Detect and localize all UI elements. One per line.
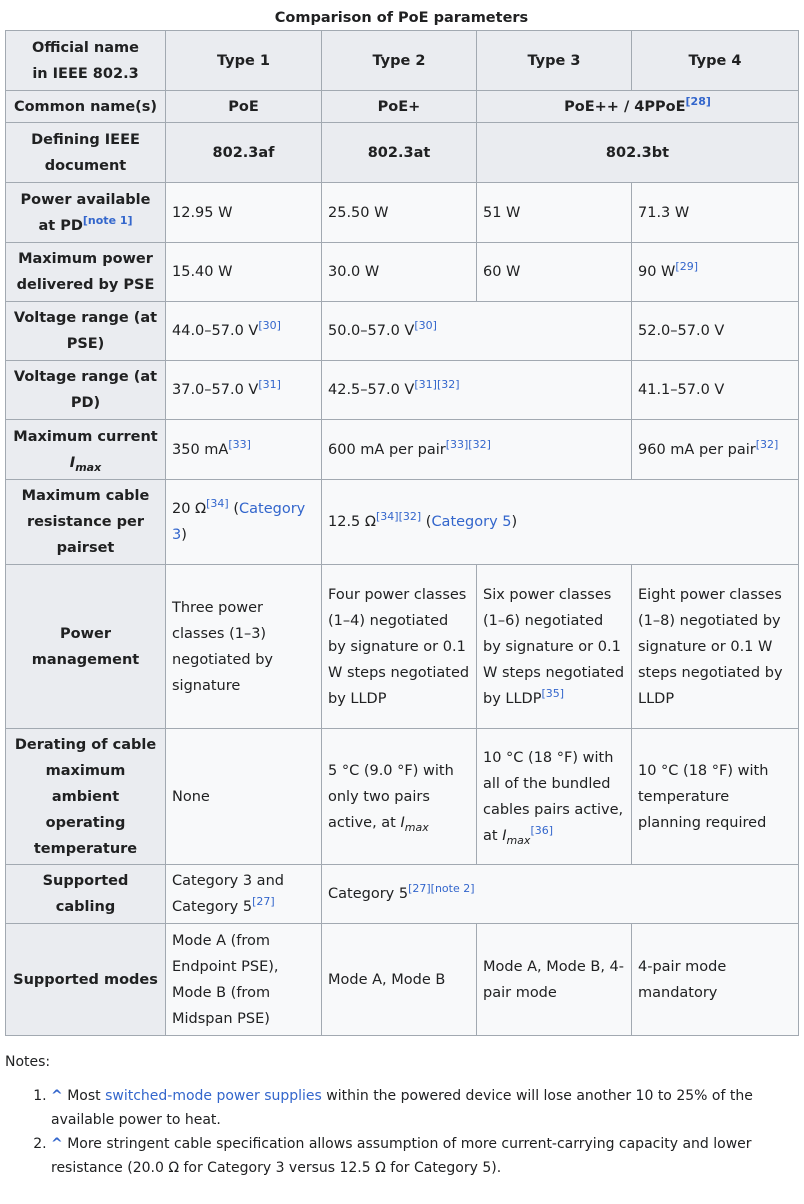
reference-link[interactable]: [29] <box>675 260 698 274</box>
row-header-ieee-document: Defining IEEE document <box>6 123 166 183</box>
col-header-type-4: Type 4 <box>632 31 799 91</box>
reference-link[interactable]: [34][32] <box>375 510 422 524</box>
table-row-common-names <box>6 91 799 123</box>
cell-power-pd-type-2: 25.50 W <box>322 183 477 243</box>
table-row-max-current <box>6 420 799 480</box>
reference-link[interactable]: [33] <box>228 437 251 451</box>
row-header-cable-resistance: Maximum cable resistance per pairset <box>6 480 166 565</box>
row-header-modes: Supported modes <box>6 924 166 1036</box>
cell-cable-resistance-type-2-4: 12.5 Ω[34][32] (Category 5) <box>322 480 799 565</box>
row-header-power-pd: Power available at PD[note 1] <box>6 183 166 243</box>
cell-power-management-type-3: Six power classes (1–6) negotiated by signature or 0.1 W steps negotiated by LLDP[35] <box>477 565 632 729</box>
cell-max-current-type-1: 350 mA[33] <box>166 420 322 480</box>
cell-voltage-pd-type-1: 37.0–57.0 V[31] <box>166 361 322 420</box>
cell-derating-type-3: 10 °C (18 °F) with all of the bundled cables pairs active, at $I_{max}[36]$ <box>477 729 632 865</box>
notes-title: Notes: <box>5 1054 51 1070</box>
cell-derating-type-4: 10 °C (18 °F) with temperature planning required <box>632 729 799 865</box>
row-header-official-name: Official name in IEEE 802.3 <box>6 31 166 91</box>
reference-link[interactable]: [36] <box>530 823 554 837</box>
reference-link[interactable]: [31] <box>258 378 281 392</box>
reference-link[interactable]: [30] <box>414 319 437 333</box>
cell-power-management-type-2: Four power classes (1–4) negotiated by signature or 0.1 W steps negotiated by LLDP <box>322 565 477 729</box>
cell-modes-type-3: Mode A, Mode B, 4-pair mode <box>477 924 632 1036</box>
table-row-power-management <box>6 565 799 729</box>
cell-voltage-pse-type-2-3: 50.0–57.0 V[30] <box>322 302 632 361</box>
notes-section <box>5 1054 798 1180</box>
cell-voltage-pd-type-4: 41.1–57.0 V <box>632 361 799 420</box>
cell-common-type-2: PoE+ <box>322 91 477 123</box>
row-header-voltage-pd: Voltage range (at PD) <box>6 361 166 420</box>
row-header-voltage-pse: Voltage range (at PSE) <box>6 302 166 361</box>
col-header-type-1: Type 1 <box>166 31 322 91</box>
cell-ieee-type-1: 802.3af <box>166 123 322 183</box>
reference-link[interactable]: [35] <box>541 686 565 700</box>
reference-link[interactable]: [27] <box>252 895 275 909</box>
cell-power-pse-type-3: 60 W <box>477 243 632 302</box>
note-item-2: 2. ^ More stringent cable specification allows assumption of more current-carrying capacity and lower resistance (20.0 Ω for Category 3 versus 12.5 Ω for Category 5). <box>51 1132 798 1180</box>
reference-link[interactable]: [28] <box>685 94 711 108</box>
table-row-voltage-pd <box>6 361 799 420</box>
cell-ieee-type-3-4: 802.3bt <box>477 123 799 183</box>
table-row-official-name <box>6 31 799 91</box>
cell-cable-resistance-type-1: 20 Ω[34] (Category 3) <box>166 480 322 565</box>
cell-cabling-type-2-4: Category 5[27][note 2] <box>322 865 799 924</box>
cell-power-pd-type-1: 12.95 W <box>166 183 322 243</box>
table-row-cabling <box>6 865 799 924</box>
cell-voltage-pd-type-2-3: 42.5–57.0 V[31][32] <box>322 361 632 420</box>
cell-modes-type-2: Mode A, Mode B <box>322 924 477 1036</box>
table-row-power-pd <box>6 183 799 243</box>
table-row-cable-resistance <box>6 480 799 565</box>
cell-modes-type-4: 4-pair mode mandatory <box>632 924 799 1036</box>
table-caption: Comparison of PoE parameters <box>274 10 529 26</box>
note-link[interactable]: [note 1] <box>82 213 133 227</box>
reference-link[interactable]: [32] <box>755 437 779 451</box>
cell-power-pse-type-4: 90 W[29] <box>632 243 799 302</box>
poe-comparison-table <box>5 30 799 1036</box>
reference-link[interactable]: [33][32] <box>445 437 491 451</box>
backlink-caret[interactable]: ^ <box>51 1088 63 1104</box>
cell-power-pse-type-2: 30.0 W <box>322 243 477 302</box>
reference-link[interactable]: [34] <box>206 497 229 511</box>
cell-derating-type-2: 5 °C (9.0 °F) with only two pairs active, at $I_{max}$ <box>322 729 477 865</box>
backlink-caret[interactable]: ^ <box>51 1136 63 1152</box>
cell-ieee-type-2: 802.3at <box>322 123 477 183</box>
switched-mode-power-supplies-link[interactable]: switched-mode power supplies <box>105 1088 322 1104</box>
cell-power-management-type-4: Eight power classes (1–8) negotiated by signature or 0.1 W steps negotiated by LLDP <box>632 565 799 729</box>
row-header-max-current: Maximum current $I_{max}$ <box>6 420 166 480</box>
table-row-ieee-document <box>6 123 799 183</box>
notes-list <box>5 1084 798 1180</box>
cell-power-pd-type-3: 51 W <box>477 183 632 243</box>
col-header-type-3: Type 3 <box>477 31 632 91</box>
cell-power-pd-type-4: 71.3 W <box>632 183 799 243</box>
cell-power-pse-type-1: 15.40 W <box>166 243 322 302</box>
col-header-type-2: Type 2 <box>322 31 477 91</box>
table-row-voltage-pse <box>6 302 799 361</box>
note-link[interactable]: [note 2] <box>430 882 475 896</box>
row-header-common-names: Common name(s) <box>6 91 166 123</box>
category-5-link[interactable]: Category 5 <box>431 514 512 530</box>
cell-derating-type-1: None <box>166 729 322 865</box>
row-header-power-pse: Maximum power delivered by PSE <box>6 243 166 302</box>
row-header-derating: Derating of cable maximum ambient operating temperature <box>6 729 166 865</box>
category-3-link[interactable]: Category 3 <box>172 501 306 543</box>
row-header-cabling: Supported cabling <box>6 865 166 924</box>
cell-modes-type-1: Mode A (from Endpoint PSE), Mode B (from Midspan PSE) <box>166 924 322 1036</box>
table-row-power-pse <box>6 243 799 302</box>
row-header-power-management: Power management <box>6 565 166 729</box>
table-row-derating <box>6 729 799 865</box>
cell-power-management-type-1: Three power classes (1–3) negotiated by signature <box>166 565 322 729</box>
cell-common-type-1: PoE <box>166 91 322 123</box>
table-row-modes <box>6 924 799 1036</box>
cell-voltage-pse-type-1: 44.0–57.0 V[30] <box>166 302 322 361</box>
cell-voltage-pse-type-4: 52.0–57.0 V <box>632 302 799 361</box>
cell-common-type-3-4: PoE++ / 4PPoE[28] <box>477 91 799 123</box>
cell-max-current-type-2-3: 600 mA per pair[33][32] <box>322 420 632 480</box>
note-item-1: 1. ^ Most switched-mode power supplies within the powered device will lose another 10 to 25% of the available power to heat. <box>51 1084 798 1132</box>
cell-max-current-type-4: 960 mA per pair[32] <box>632 420 799 480</box>
reference-link[interactable]: [27] <box>408 882 431 896</box>
cell-cabling-type-1: Category 3 and Category 5[27] <box>166 865 322 924</box>
reference-link[interactable]: [31][32] <box>414 378 460 392</box>
reference-link[interactable]: [30] <box>258 319 281 333</box>
